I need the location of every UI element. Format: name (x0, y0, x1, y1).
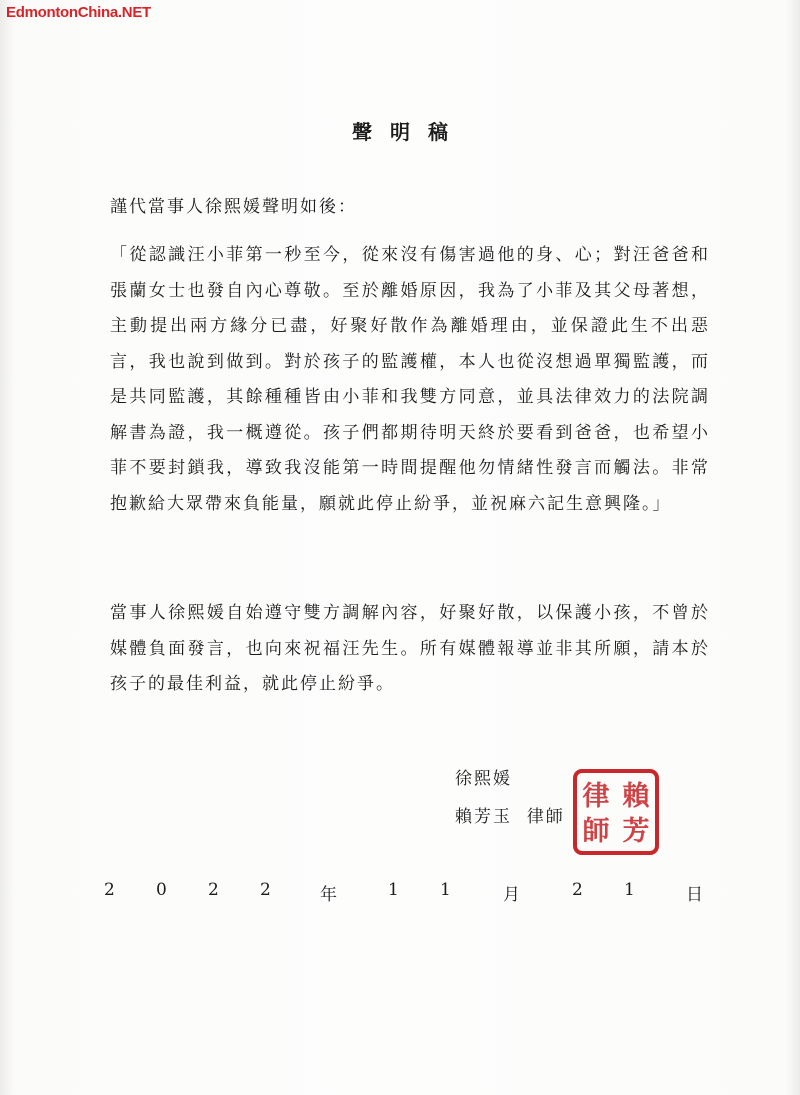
intro-line: 謹代當事人徐熙媛聲明如後： (110, 197, 357, 217)
seal-char: 芳 (622, 816, 650, 847)
signature-block (455, 760, 565, 836)
seal-char: 賴 (622, 781, 650, 812)
lawyer-line (455, 798, 565, 836)
date-digit: 2 (208, 880, 219, 900)
signer-name: 徐熙媛 (455, 769, 512, 789)
date-digit: 1 (440, 880, 451, 900)
date-digit: 1 (624, 880, 635, 900)
date-unit-year: 年 (320, 885, 337, 905)
lawyer-name: 賴芳玉 (455, 807, 512, 827)
seal-char: 律 (582, 781, 610, 812)
date-digit: 0 (156, 880, 167, 900)
seal-char: 師 (582, 816, 610, 847)
lawyer-statement: 當事人徐熙媛自始遵守雙方調解內容，好聚好散，以保護小孩，不曾於媒體負面發言，也向來祝福汪先生。所有媒體報導並非其所願，請本於孩子的最佳利益，就此停止紛爭。 (110, 603, 710, 694)
quoted-statement: 「從認識汪小菲第一秒至今，從來沒有傷害過他的身、心；對汪爸爸和張蘭女士也發自內心尊敬。至於離婚原因，我為了小菲及其父母著想，主動提出兩方緣分已盡，好聚好散作為離婚理由，並保證此生不出惡言，我也說到做到。對於孩子的監護權，本人也從沒想過單獨監護，而是共同監護，其餘種種皆由小菲和我雙方同意，並具法律效力的法院調解書為證，我一概遵從。孩子們都期待明天終於要看到爸爸，也希望小菲不要封鎖我，導致我沒能第一時間提醒他勿情緒性發言而觸法。非常抱歉給大眾帶來負能量，願就此停止紛爭，並祝麻六記生意興隆。」 (110, 245, 710, 514)
date-digit: 2 (260, 880, 271, 900)
site-watermark: EdmontonChina.NET (6, 4, 151, 21)
date-unit-month: 月 (503, 885, 520, 905)
document-title: 聲明稿 (352, 120, 466, 144)
date-unit-day: 日 (686, 885, 703, 905)
date-line (98, 880, 710, 910)
date-digit: 1 (388, 880, 399, 900)
date-digit: 2 (104, 880, 115, 900)
lawyer-title: 律師 (526, 807, 565, 827)
lawyer-seal-stamp (572, 768, 660, 856)
date-digit: 2 (572, 880, 583, 900)
